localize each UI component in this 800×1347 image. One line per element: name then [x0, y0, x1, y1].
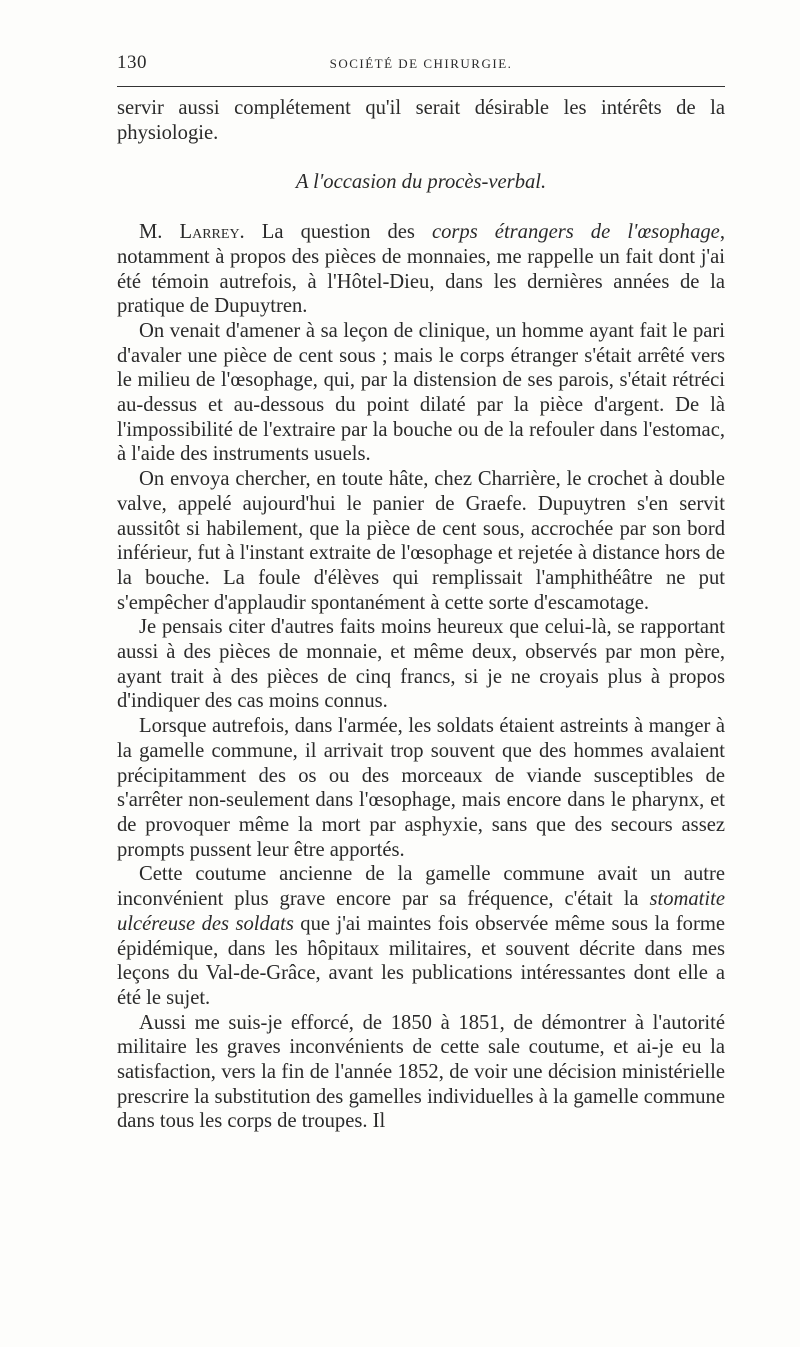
running-head: [117, 48, 725, 78]
running-title: SOCIÉTÉ DE CHIRURGIE.: [329, 56, 513, 71]
paragraph-text: que j'ai maintes fois observée même sous la forme épidémique, dans les hôpitaux militaires, et souvent décrite dans mes leçons du Val-de-Grâce, avant les publications intéressantes dont elle a été le sujet.: [117, 912, 725, 1009]
page-number: 130: [117, 52, 147, 73]
section-heading: A l'occasion du procès-verbal.: [295, 171, 547, 194]
paragraph-italic-term: corps étrangers de l'œsophage: [431, 221, 720, 244]
paragraph-text: , notamment à propos des pièces de monnaies, me rappelle un fait dont j'ai été témoin autrefois, à l'Hôtel-Dieu, dans les dernières années de la pratique de Dupuytren.: [117, 221, 725, 318]
paragraph: On envoya chercher, en toute hâte, chez Charrière, le crochet à double valve, appelé aujourd'hui le panier de Graefe. Dupuytren s'en servit aussitôt si habilement, que la pièce de cent sous, accrochée par son bord inférieur, fut à l'instant extraite de l'œsophage et rejetée à distance hors de la bouche. La foule d'élèves qui remplissait l'amphithéâtre ne put s'empêcher d'applaudir spontanément à cette sorte d'escamotage.: [117, 468, 725, 614]
paragraph: Lorsque autrefois, dans l'armée, les soldats étaient astreints à manger à la gamelle commune, il arrivait trop souvent que des hommes avalaient précipitamment des os ou des morceaux de viande susceptibles de s'arrêter non-seulement dans l'œsophage, mais encore dans le pharynx, et de provoquer même la mort par asphyxie, sans que des secours assez prompts pussent leur être apportés.: [117, 715, 725, 861]
paragraph-larrey-intro: [117, 220, 725, 319]
paragraph: Aussi me suis-je efforcé, de 1850 à 1851, de démontrer à l'autorité militaire les graves inconvénients de cette sale coutume, et ai-je eu la satisfaction, vers la fin de l'année 1852, de voir une décision ministérielle prescrire la substitution des gamelles individuelles à la gamelle commune dans tous les corps de troupes. Il: [117, 1011, 725, 1133]
header-rule: [117, 86, 725, 87]
paragraph-stomatite: [117, 862, 725, 1010]
paragraph: Je pensais citer d'autres faits moins heureux que celui-là, se rapportant aussi à des pièces de monnaie, et même deux, observés par mon père, ayant trait à des pièces de cinq francs, si je ne croyais plus à propos d'indiquer des cas moins connus.: [117, 616, 725, 713]
paragraph: On venait d'amener à sa leçon de clinique, un homme ayant fait le pari d'avaler une pièce de cent sous ; mais le corps étranger s'était arrêté vers le milieu de l'œsophage, qui, par la distension de ses parois, s'était rétréci au-dessus et au-dessous du point dilaté par la pièce d'argent. De là l'impossibilité de l'extraire par la bouche ou de la refouler dans l'estomac, à l'aide des instruments usuels.: [117, 319, 725, 466]
speaker-name: M. Larrey.: [139, 221, 245, 244]
paragraph-italic-term: stomatite ulcéreuse des soldats: [117, 888, 725, 935]
paragraph-text: La question des: [244, 221, 432, 244]
paragraph-continuation: servir aussi complétement qu'il serait désirable les intérêts de la physiologie.: [117, 97, 725, 144]
paragraph-text: Cette coutume ancienne de la gamelle commune avait un autre inconvénient plus grave encore par sa fréquence, c'était la: [117, 863, 725, 911]
body-text: [117, 96, 725, 1134]
